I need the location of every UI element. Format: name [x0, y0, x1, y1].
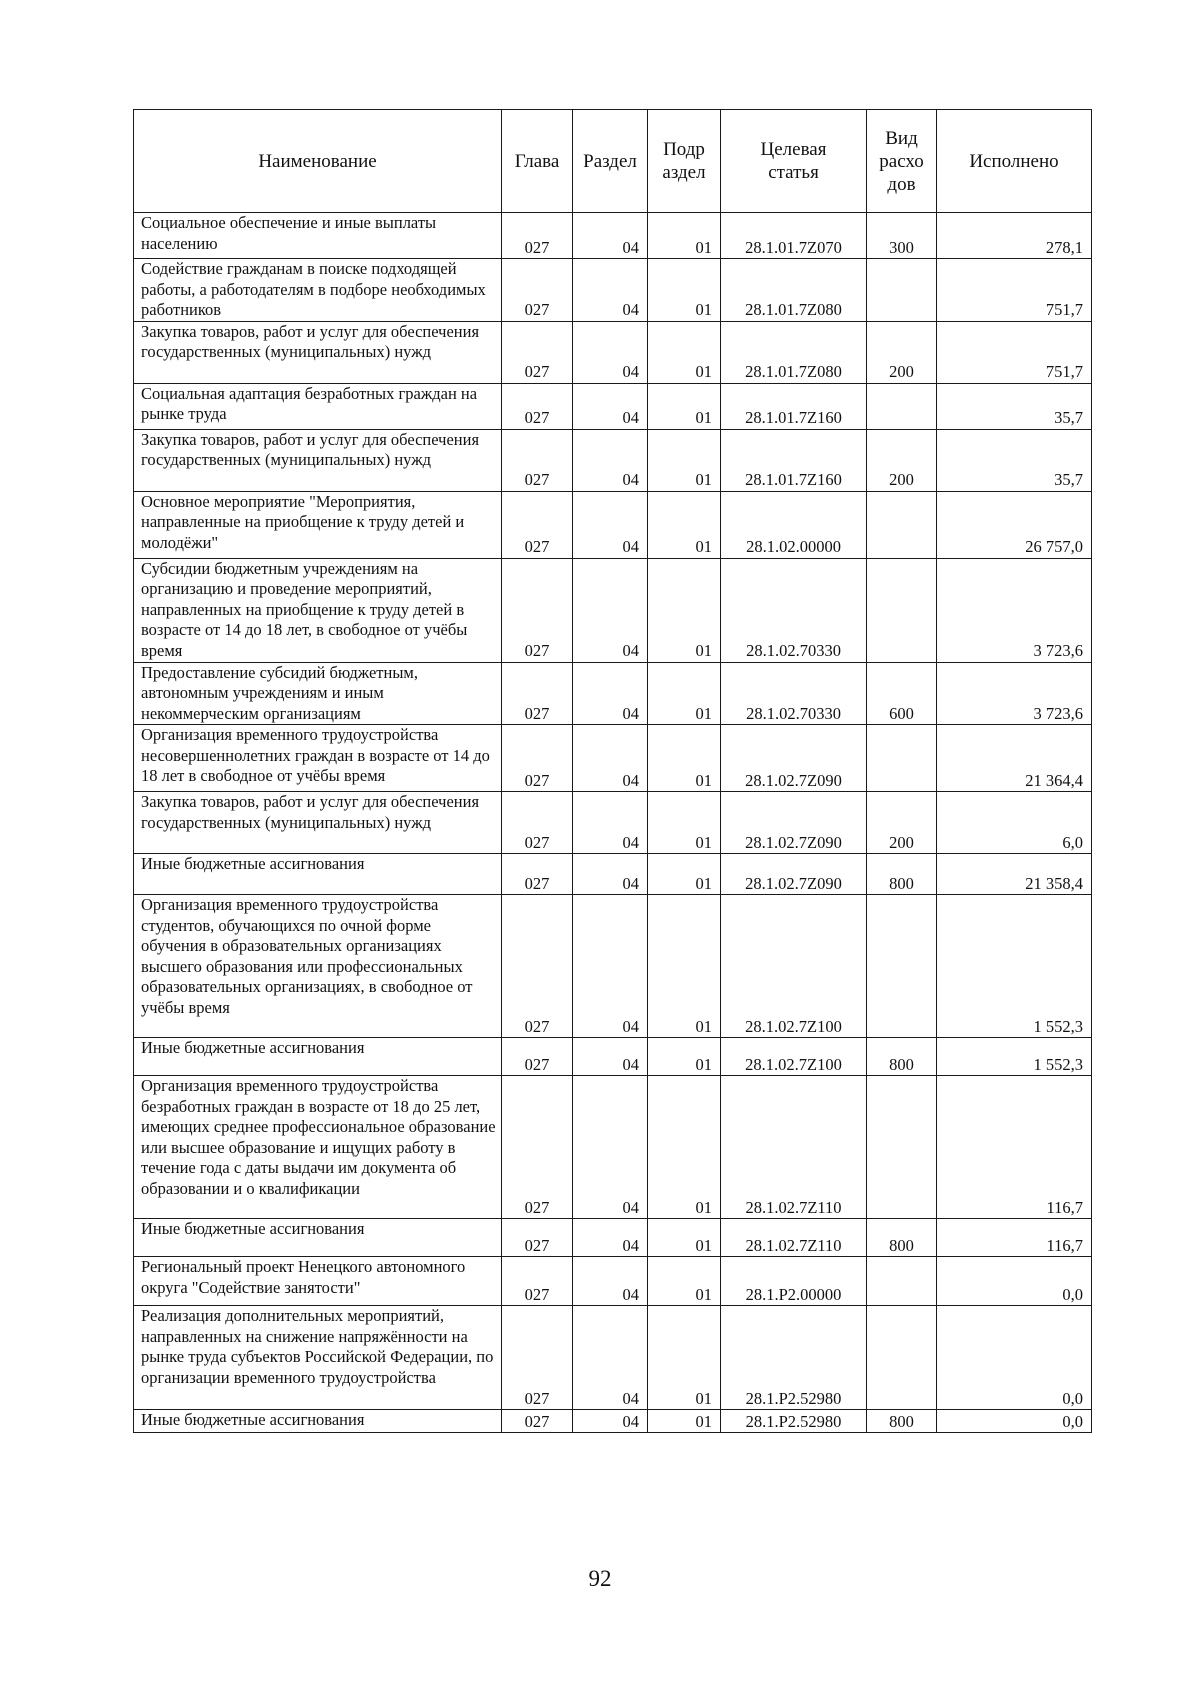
table-row: [134, 213, 1092, 259]
cell-subsection: 01: [648, 1306, 721, 1410]
cell-chapter: 027: [502, 1306, 573, 1410]
table-row: [134, 1038, 1092, 1076]
table-row: [134, 662, 1092, 725]
cell-subsection: 01: [648, 429, 721, 491]
table-row: [134, 491, 1092, 558]
table-row: [134, 1257, 1092, 1306]
cell-executed: 1 552,3: [937, 1038, 1092, 1076]
cell-target: 28.1.02.70330: [721, 662, 867, 725]
cell-chapter: 027: [502, 662, 573, 725]
cell-subsection: 01: [648, 321, 721, 383]
cell-chapter: 027: [502, 321, 573, 383]
cell-type: [867, 895, 937, 1038]
cell-executed: 6,0: [937, 792, 1092, 854]
cell-subsection: 01: [648, 725, 721, 792]
cell-chapter: 027: [502, 429, 573, 491]
cell-type: [867, 1257, 937, 1306]
cell-executed: 751,7: [937, 259, 1092, 322]
cell-section: 04: [573, 662, 648, 725]
cell-target: 28.1.02.70330: [721, 558, 867, 662]
header-row: [134, 110, 1092, 213]
cell-chapter: 027: [502, 1219, 573, 1257]
cell-subsection: 01: [648, 1076, 721, 1219]
table-body: [134, 213, 1092, 1433]
cell-subsection: 01: [648, 558, 721, 662]
header-section: Раздел: [573, 110, 648, 213]
table-row: [134, 1306, 1092, 1410]
cell-subsection: 01: [648, 1219, 721, 1257]
cell-executed: 116,7: [937, 1219, 1092, 1257]
cell-subsection: 01: [648, 1257, 721, 1306]
cell-target: 28.1.02.7Z110: [721, 1076, 867, 1219]
cell-target: 28.1.P2.52980: [721, 1306, 867, 1410]
table-row: [134, 792, 1092, 854]
cell-type: 200: [867, 792, 937, 854]
cell-type: 800: [867, 1219, 937, 1257]
cell-section: 04: [573, 1076, 648, 1219]
cell-section: 04: [573, 792, 648, 854]
header-name: Наименование: [134, 110, 502, 213]
cell-name: Организация временного трудоустройства несовершеннолетних граждан в возрасте от 14 до 18 лет в свободное от учёбы время: [134, 725, 502, 792]
cell-target: 28.1.01.7Z080: [721, 321, 867, 383]
table-row: [134, 854, 1092, 895]
cell-target: 28.1.02.7Z090: [721, 725, 867, 792]
table-row: [134, 383, 1092, 429]
cell-section: 04: [573, 854, 648, 895]
cell-section: 04: [573, 491, 648, 558]
cell-type: [867, 1306, 937, 1410]
page-number: 92: [588, 1566, 612, 1591]
table-row: [134, 725, 1092, 792]
cell-executed: 26 757,0: [937, 491, 1092, 558]
table-row: [134, 1410, 1092, 1433]
cell-target: 28.1.02.7Z100: [721, 895, 867, 1038]
cell-section: 04: [573, 213, 648, 259]
cell-type: 800: [867, 854, 937, 895]
cell-section: 04: [573, 725, 648, 792]
header-chapter: Глава: [502, 110, 573, 213]
cell-target: 28.1.01.7Z160: [721, 429, 867, 491]
cell-section: 04: [573, 1410, 648, 1433]
cell-executed: 3 723,6: [937, 558, 1092, 662]
cell-type: 300: [867, 213, 937, 259]
cell-chapter: 027: [502, 558, 573, 662]
cell-name: Социальная адаптация безработных граждан на рынке труда: [134, 383, 502, 429]
header-subsection: Подр аздел: [648, 110, 721, 213]
cell-subsection: 01: [648, 383, 721, 429]
cell-executed: 21 358,4: [937, 854, 1092, 895]
header-executed: Исполнено: [937, 110, 1092, 213]
cell-executed: 21 364,4: [937, 725, 1092, 792]
cell-executed: 0,0: [937, 1257, 1092, 1306]
cell-target: 28.1.01.7Z080: [721, 259, 867, 322]
cell-chapter: 027: [502, 1038, 573, 1076]
cell-target: 28.1.02.7Z100: [721, 1038, 867, 1076]
cell-executed: 0,0: [937, 1306, 1092, 1410]
cell-executed: 1 552,3: [937, 895, 1092, 1038]
cell-target: 28.1.02.7Z090: [721, 792, 867, 854]
cell-name: Основное мероприятие "Мероприятия, направленные на приобщение к труду детей и молодёжи": [134, 491, 502, 558]
cell-chapter: 027: [502, 259, 573, 322]
cell-section: 04: [573, 1257, 648, 1306]
cell-name: Реализация дополнительных мероприятий, направленных на снижение напряжённости на рынке труда субъектов Российской Федерации, по организации временного трудоустройства: [134, 1306, 502, 1410]
cell-subsection: 01: [648, 491, 721, 558]
cell-type: 600: [867, 662, 937, 725]
cell-type: 200: [867, 429, 937, 491]
cell-name: Закупка товаров, работ и услуг для обеспечения государственных (муниципальных) нужд: [134, 792, 502, 854]
cell-subsection: 01: [648, 213, 721, 259]
cell-target: 28.1.P2.00000: [721, 1257, 867, 1306]
cell-name: Содействие гражданам в поиске подходящей работы, а работодателям в подборе необходимых работников: [134, 259, 502, 322]
cell-executed: 116,7: [937, 1076, 1092, 1219]
table-row: [134, 895, 1092, 1038]
cell-chapter: 027: [502, 725, 573, 792]
cell-target: 28.1.02.7Z090: [721, 854, 867, 895]
cell-subsection: 01: [648, 1038, 721, 1076]
cell-chapter: 027: [502, 383, 573, 429]
cell-target: 28.1.P2.52980: [721, 1410, 867, 1433]
cell-subsection: 01: [648, 895, 721, 1038]
cell-executed: 751,7: [937, 321, 1092, 383]
cell-type: [867, 259, 937, 322]
cell-section: 04: [573, 1306, 648, 1410]
cell-type: [867, 725, 937, 792]
cell-subsection: 01: [648, 662, 721, 725]
header-target: Целевая статья: [721, 110, 867, 213]
cell-name: Региональный проект Ненецкого автономного округа "Содействие занятости": [134, 1257, 502, 1306]
cell-type: 800: [867, 1038, 937, 1076]
cell-section: 04: [573, 259, 648, 322]
cell-chapter: 027: [502, 1410, 573, 1433]
cell-name: Субсидии бюджетным учреждениям на организацию и проведение мероприятий, направленных на приобщение к труду детей в возрасте от 14 до 18 лет, в свободное от учёбы время: [134, 558, 502, 662]
cell-type: [867, 1076, 937, 1219]
table-row: [134, 558, 1092, 662]
table-row: [134, 321, 1092, 383]
cell-name: Закупка товаров, работ и услуг для обеспечения государственных (муниципальных) нужд: [134, 429, 502, 491]
cell-executed: 35,7: [937, 383, 1092, 429]
cell-chapter: 027: [502, 854, 573, 895]
table-row: [134, 259, 1092, 322]
table-row: [134, 1076, 1092, 1219]
cell-subsection: 01: [648, 792, 721, 854]
cell-type: [867, 491, 937, 558]
cell-section: 04: [573, 1219, 648, 1257]
cell-chapter: 027: [502, 895, 573, 1038]
cell-target: 28.1.01.7Z160: [721, 383, 867, 429]
cell-subsection: 01: [648, 259, 721, 322]
cell-name: Иные бюджетные ассигнования: [134, 854, 502, 895]
cell-name: Иные бюджетные ассигнования: [134, 1219, 502, 1257]
cell-subsection: 01: [648, 854, 721, 895]
cell-chapter: 027: [502, 1076, 573, 1219]
cell-chapter: 027: [502, 213, 573, 259]
cell-name: Социальное обеспечение и иные выплаты населению: [134, 213, 502, 259]
cell-chapter: 027: [502, 792, 573, 854]
cell-name: Иные бюджетные ассигнования: [134, 1410, 502, 1433]
cell-chapter: 027: [502, 491, 573, 558]
cell-target: 28.1.01.7Z070: [721, 213, 867, 259]
cell-section: 04: [573, 383, 648, 429]
cell-executed: 35,7: [937, 429, 1092, 491]
cell-type: 200: [867, 321, 937, 383]
table-row: [134, 429, 1092, 491]
header-type: Вид расхо дов: [867, 110, 937, 213]
cell-name: Иные бюджетные ассигнования: [134, 1038, 502, 1076]
cell-target: 28.1.02.00000: [721, 491, 867, 558]
cell-section: 04: [573, 429, 648, 491]
cell-chapter: 027: [502, 1257, 573, 1306]
cell-type: [867, 383, 937, 429]
budget-execution-table: [133, 109, 1092, 1433]
cell-executed: 3 723,6: [937, 662, 1092, 725]
cell-executed: 278,1: [937, 213, 1092, 259]
cell-subsection: 01: [648, 1410, 721, 1433]
cell-type: 800: [867, 1410, 937, 1433]
cell-section: 04: [573, 321, 648, 383]
cell-type: [867, 558, 937, 662]
cell-section: 04: [573, 895, 648, 1038]
cell-section: 04: [573, 558, 648, 662]
cell-section: 04: [573, 1038, 648, 1076]
cell-name: Закупка товаров, работ и услуг для обеспечения государственных (муниципальных) нужд: [134, 321, 502, 383]
cell-target: 28.1.02.7Z110: [721, 1219, 867, 1257]
cell-executed: 0,0: [937, 1410, 1092, 1433]
table-row: [134, 1219, 1092, 1257]
cell-name: Организация временного трудоустройства безработных граждан в возрасте от 18 до 25 лет, имеющих среднее профессиональное образование или высшее образование и ищущих работу в течение года с даты выдачи им документа об образовании и о квалификации: [134, 1076, 502, 1219]
cell-name: Организация временного трудоустройства студентов, обучающихся по очной форме обучения в образовательных организациях высшего образования или профессиональных образовательных организациях, в свободное от учёбы время: [134, 895, 502, 1038]
cell-name: Предоставление субсидий бюджетным, автономным учреждениям и иным некоммерческим организациям: [134, 662, 502, 725]
